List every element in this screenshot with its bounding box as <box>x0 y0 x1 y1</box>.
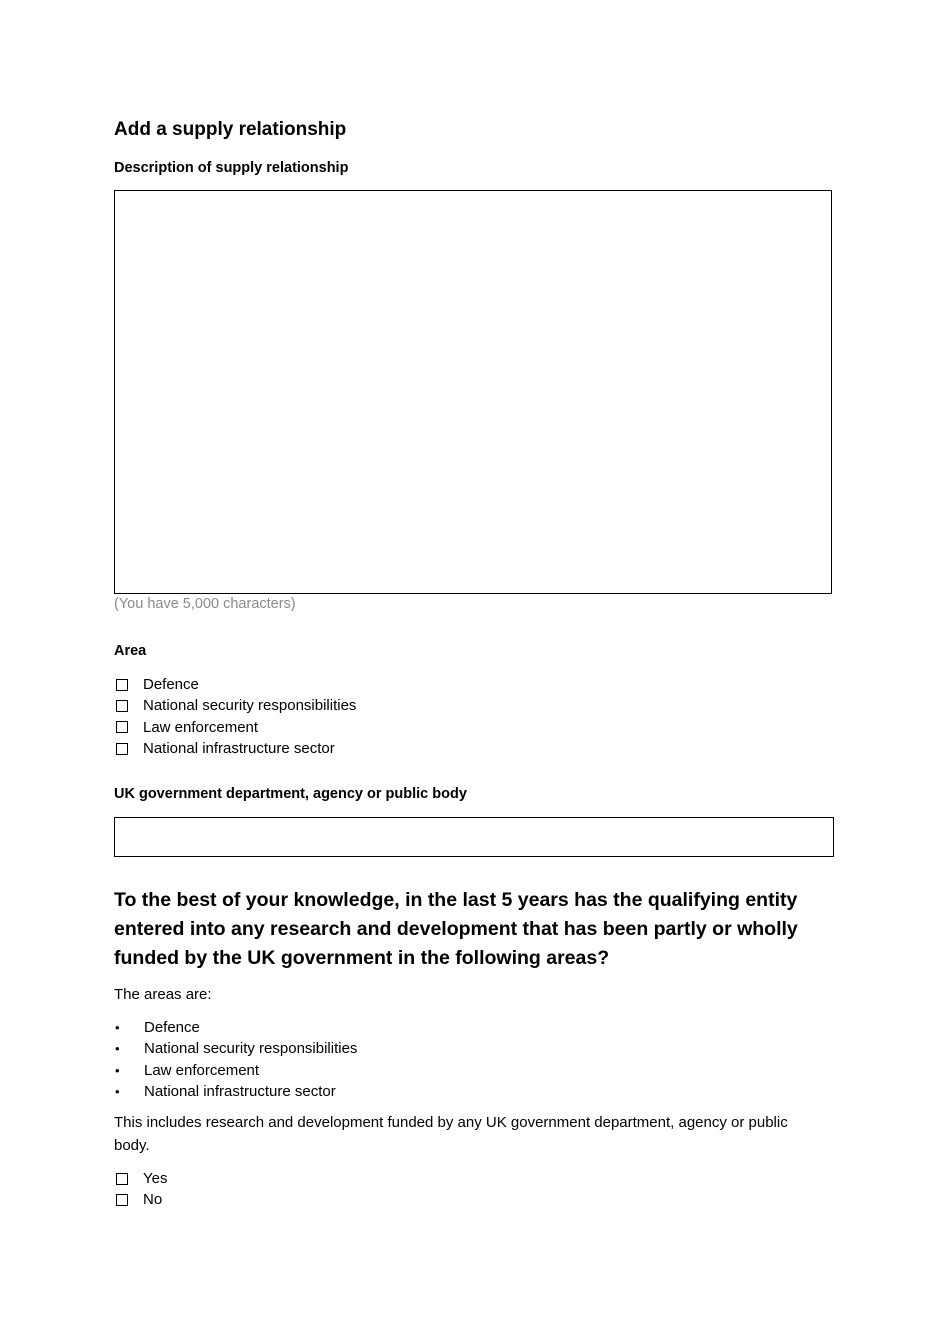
bullet-icon: • <box>115 1084 120 1100</box>
answer-option-label: Yes <box>143 1170 168 1188</box>
department-label: UK government department, agency or public body <box>114 786 467 802</box>
answer-option-label: No <box>143 1191 163 1209</box>
area-checkbox-defence[interactable] <box>116 679 128 691</box>
rd-answer-list <box>114 1168 167 1211</box>
department-input[interactable] <box>114 817 834 857</box>
area-option-label: Law enforcement <box>143 718 259 736</box>
rd-funding-note: This includes research and development funded by any UK government department, agency or public body. <box>114 1114 788 1154</box>
area-option-national-security[interactable] <box>114 695 356 716</box>
rd-question-heading: To the best of your knowledge, in the last 5 years has the qualifying entity entered into any research and development that has been partly or wholly funded by the UK government in the following areas? <box>114 889 798 969</box>
area-checkbox-law-enforcement[interactable] <box>116 721 128 733</box>
answer-option-yes[interactable] <box>114 1168 167 1189</box>
rd-area-label: Law enforcement <box>144 1061 260 1079</box>
area-option-label: National security responsibilities <box>143 697 357 715</box>
list-item <box>114 1017 357 1038</box>
area-option-law-enforcement[interactable] <box>114 717 356 738</box>
description-textarea[interactable] <box>114 190 832 594</box>
area-checkbox-national-security[interactable] <box>116 700 128 712</box>
area-checkbox-list <box>114 674 356 759</box>
rd-areas-intro: The areas are: <box>114 986 212 1003</box>
character-count: (You have 5,000 characters) <box>114 596 296 612</box>
bullet-icon: • <box>115 1020 120 1036</box>
description-label: Description of supply relationship <box>114 160 349 176</box>
area-option-label: Defence <box>143 676 199 694</box>
page-title: Add a supply relationship <box>114 119 347 140</box>
answer-option-no[interactable] <box>114 1189 167 1210</box>
list-item <box>114 1060 357 1081</box>
area-option-defence[interactable] <box>114 674 356 695</box>
rd-area-label: Defence <box>144 1019 200 1037</box>
list-item <box>114 1038 357 1059</box>
bullet-icon: • <box>115 1041 120 1057</box>
area-option-national-infrastructure[interactable] <box>114 738 356 759</box>
answer-checkbox-yes[interactable] <box>116 1173 128 1185</box>
rd-area-label: National infrastructure sector <box>144 1083 336 1101</box>
area-checkbox-national-infrastructure[interactable] <box>116 743 128 755</box>
area-option-label: National infrastructure sector <box>143 740 335 758</box>
answer-checkbox-no[interactable] <box>116 1194 128 1206</box>
bullet-icon: • <box>115 1062 120 1078</box>
rd-areas-list <box>114 1017 357 1102</box>
area-label: Area <box>114 643 147 659</box>
list-item <box>114 1081 357 1102</box>
rd-area-label: National security responsibilities <box>144 1040 358 1058</box>
